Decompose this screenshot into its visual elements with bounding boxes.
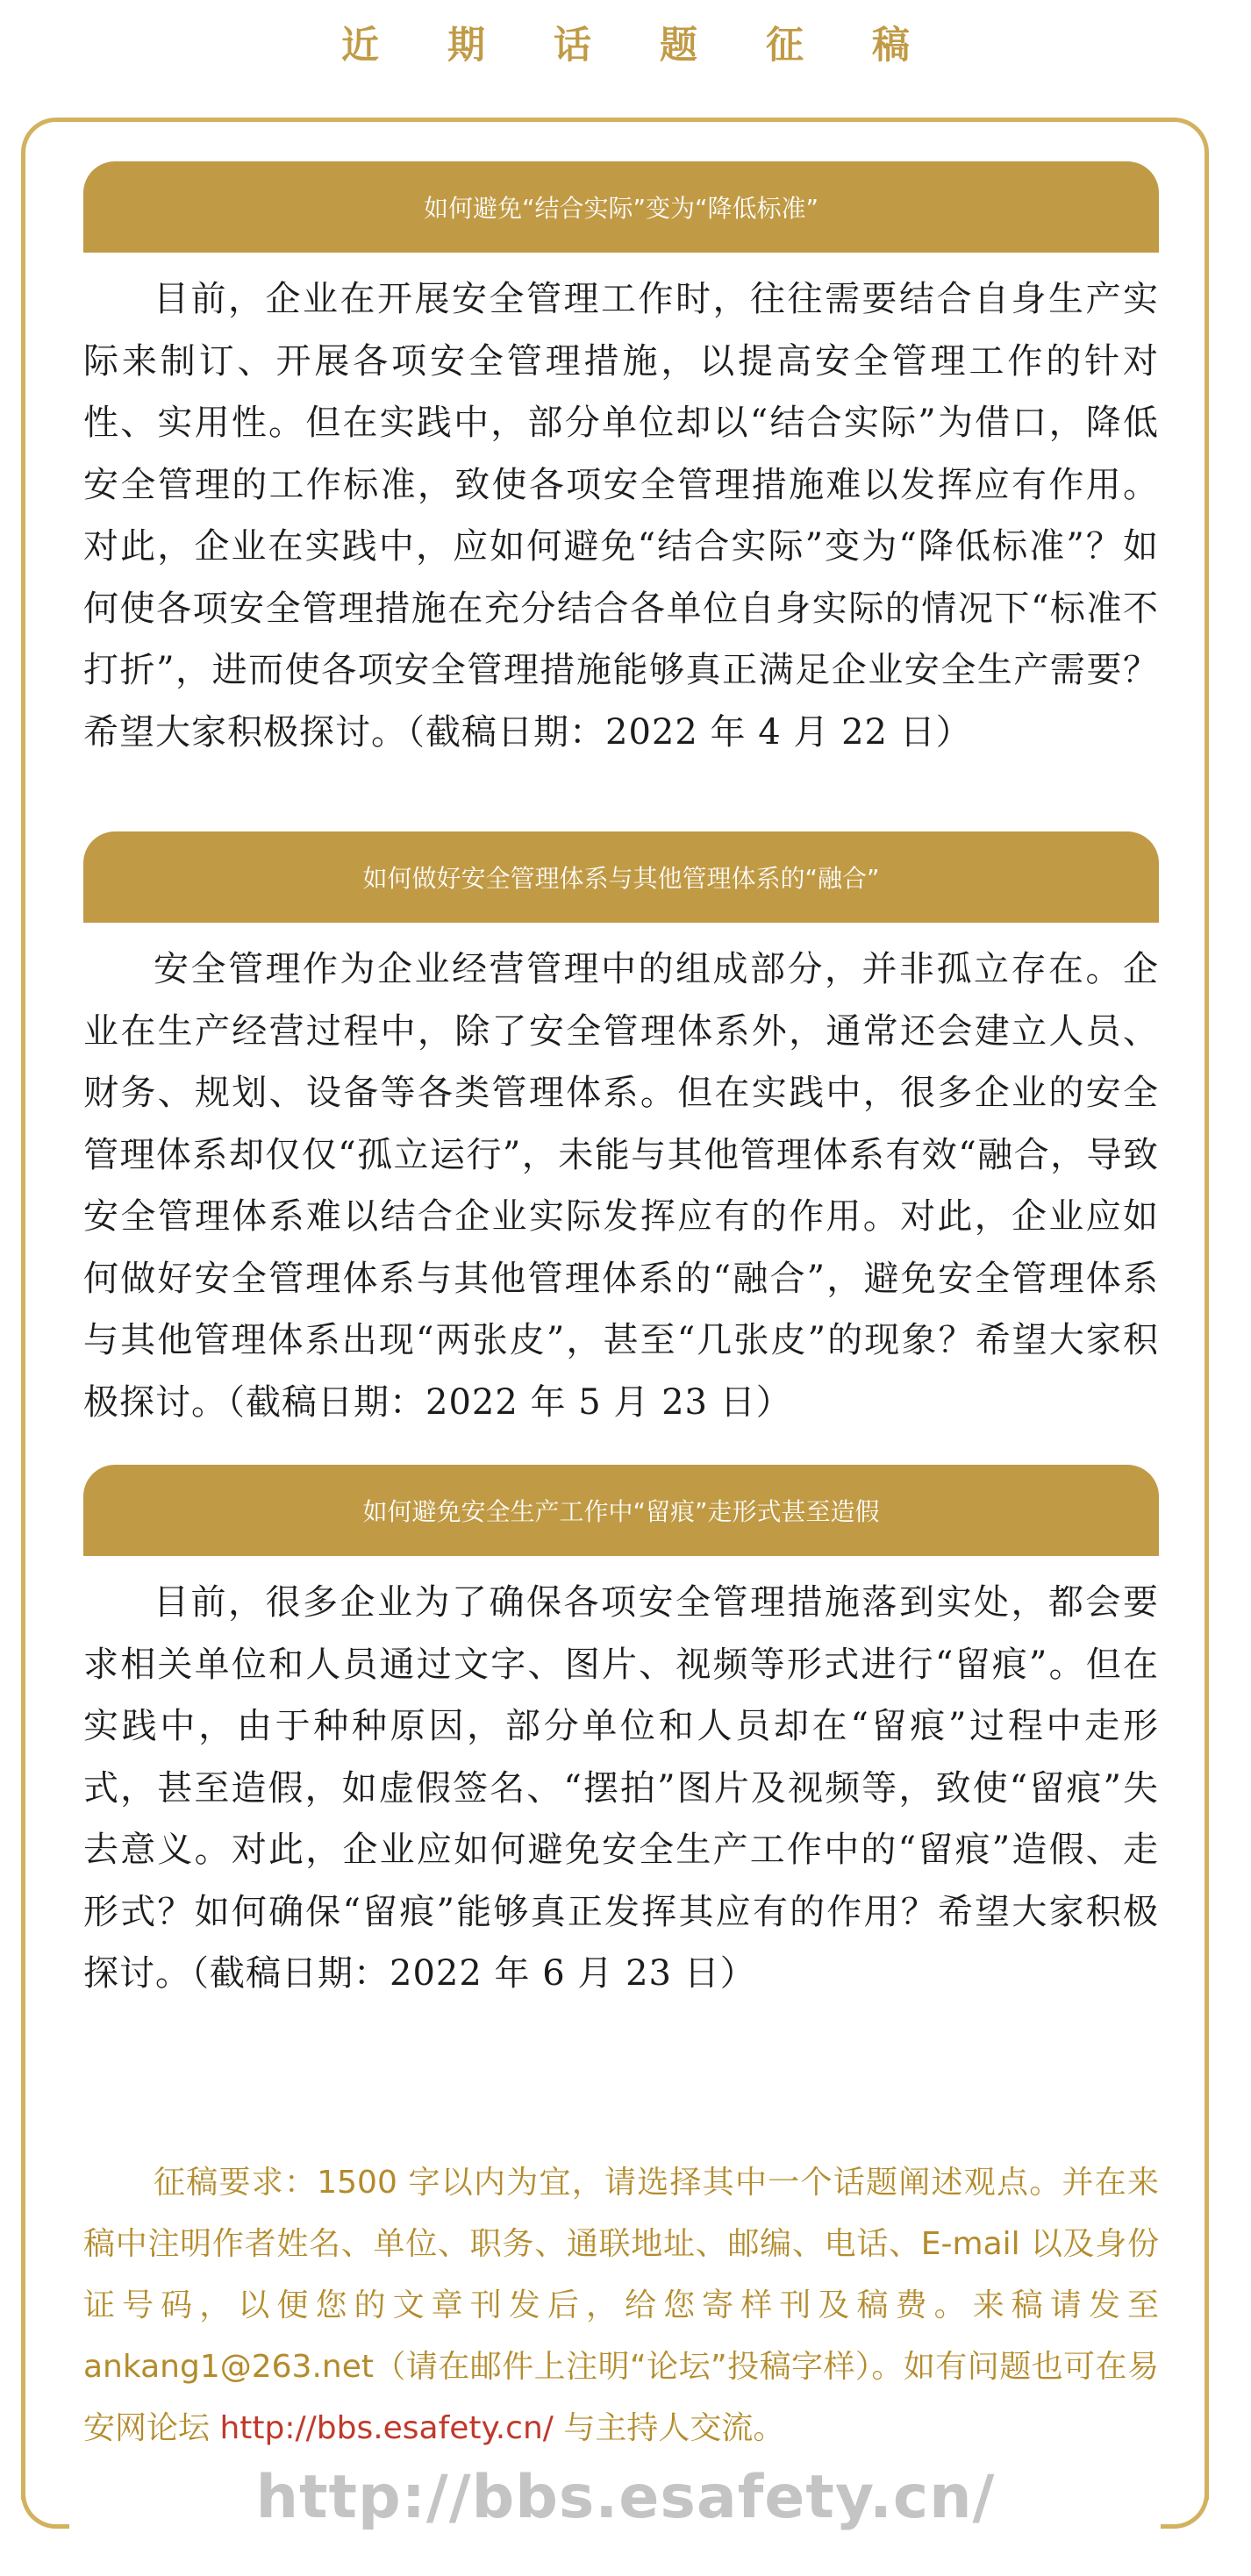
- topic-title: 如何避免安全生产工作中“留痕”走形式甚至造假: [362, 1497, 880, 1526]
- topic-body: 目前，企业在开展安全管理工作时，往往需要结合自身生产实际来制订、开展各项安全管理措施，以提高安全管理工作的针对性、实用性。但在实践中，部分单位却以“结合实际”为借口，降低安全管理的工作标准，致使各项安全管理措施难以发挥应有作用。对此，企业在实践中，应如何避免“结合实际”变为“降低标准”？如何使各项安全管理措施在充分结合各单位自身实际的情况下“标准不打折”，进而使各项安全管理措施能够真正满足企业安全生产需要？希望大家积极探讨。（截稿日期：2022 年 4 月 22 日）: [83, 279, 1159, 753]
- topic-title: 如何做好安全管理体系与其他管理体系的“融合”: [362, 864, 880, 893]
- requirements-text: 征稿要求：1500 字以内为宜，请选择其中一个话题阐述观点。并在来稿中注明作者姓名、单位、职务、通联地址、邮编、电话、E-mail 以及身份证号码，以便您的文章刊发后，给您寄样刊及稿费。来稿请发至 ankang1@263.net（请在邮件上注明“论坛”投稿字样）。如有问题也可在易安网论坛: [83, 2165, 1159, 2446]
- topic-title-bar: [83, 831, 1159, 923]
- topic-title-bar: [83, 161, 1159, 253]
- topic-body: 目前，很多企业为了确保各项安全管理措施落到实处，都会要求相关单位和人员通过文字、图片、视频等形式进行“留痕”。但在实践中，由于种种原因，部分单位和人员却在“留痕”过程中走形式，甚至造假，如虚假签名、“摆拍”图片及视频等，致使“留痕”失去意义。对此，企业应如何避免安全生产工作中的“留痕”造假、走形式？如何确保“留痕”能够真正发挥其应有的作用？希望大家积极探讨。（截稿日期：2022 年 6 月 23 日）: [83, 1582, 1159, 1994]
- submission-requirements: [83, 2152, 1159, 2459]
- topic-section-1: [83, 161, 1159, 798]
- page-title: 近期话题征稿: [341, 24, 978, 68]
- requirements-text-end: 与主持人交流。: [553, 2410, 785, 2446]
- topic-body: 安全管理作为企业经营管理中的组成部分，并非孤立存在。企业在生产经营过程中，除了安全管理体系外，通常还会建立人员、财务、规划、设备等各类管理体系。但在实践中，很多企业的安全管理体系却仅仅“孤立运行”，未能与其他管理体系有效“融合，导致安全管理体系难以结合企业实际发挥应有的作用。对此，企业应如何做好安全管理体系与其他管理体系的“融合”，避免安全管理体系与其他管理体系出现“两张皮”，甚至“几张皮”的现象？希望大家积极探讨。（截稿日期：2022 年 5 月 23 日）: [83, 949, 1159, 1423]
- footer-url-watermark: http://bbs.esafety.cn/: [255, 2463, 996, 2532]
- topic-section-2: [83, 831, 1159, 1468]
- forum-link[interactable]: http://bbs.esafety.cn/: [219, 2410, 554, 2446]
- topic-title-bar: [83, 1465, 1159, 1556]
- page-header: [0, 0, 1251, 88]
- topic-title: 如何避免“结合实际”变为“降低标准”: [423, 194, 819, 223]
- topic-section-3: [83, 1465, 1159, 2040]
